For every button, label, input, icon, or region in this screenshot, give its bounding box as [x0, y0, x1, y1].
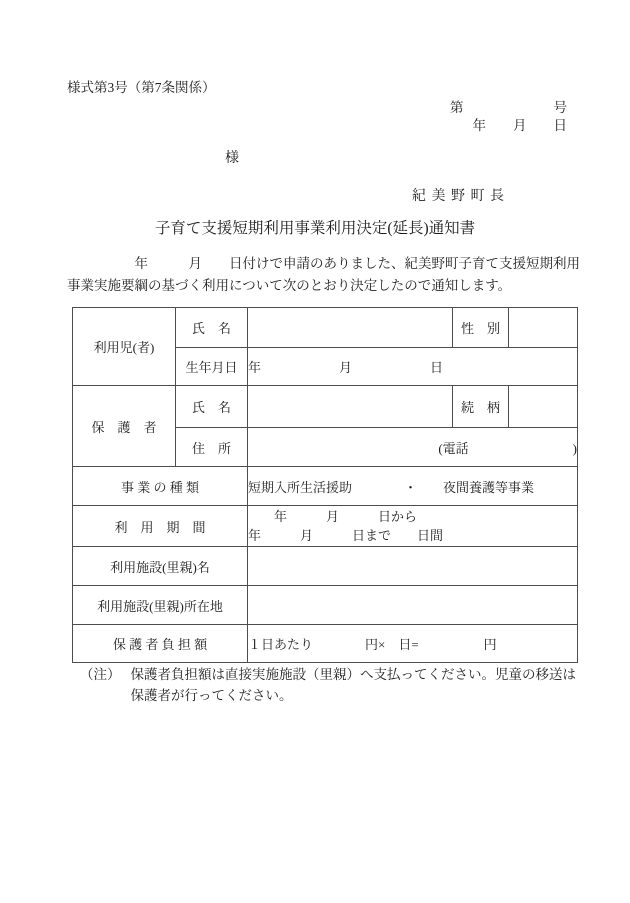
value-birthdate: 年 月 日	[248, 348, 578, 386]
label-use-period: 利 用 期 間	[73, 506, 248, 547]
label-address: 住 所	[176, 428, 248, 467]
value-sex-blank	[509, 308, 578, 348]
value-use-period	[248, 506, 578, 547]
issue-date-line: 年 月 日	[472, 118, 567, 133]
table-row-facility-name	[73, 547, 578, 586]
table-row-use-period	[73, 506, 578, 547]
value-guardian-burden: １日あたり 円× 日= 円	[248, 625, 578, 663]
value-address-phone: (電話 )	[248, 428, 578, 467]
label-sex: 性 別	[453, 308, 509, 348]
form-number-label: 様式第3号（第7条関係）	[67, 80, 216, 95]
section-label-guardian: 保 護 者	[73, 386, 176, 467]
table-row-facility-address	[73, 586, 578, 625]
value-facility-address-blank	[248, 586, 578, 625]
footnote-prefix: （注）	[80, 667, 121, 682]
body-paragraph	[67, 253, 579, 296]
body-line-1: 年 月 日付けで申請のありました、紀美野町子育て支援短期利用	[67, 256, 580, 271]
footnote-line-1: 保護者負担額は直接実施施設（里親）へ支払ってください。児童の移送は	[130, 667, 576, 682]
value-facility-name-blank	[248, 547, 578, 586]
value-relation-blank	[509, 386, 578, 428]
value-business-type: 短期入所生活援助 ・ 夜間養護等事業	[248, 467, 578, 506]
footnote-line-2: 保護者が行ってください。	[130, 688, 293, 703]
table-row-guardian-name	[73, 386, 578, 428]
sender-mayor-line: 紀 美 野 町 長	[412, 189, 505, 204]
use-period-line-1: 年 月 日から	[248, 509, 418, 524]
table-row-guardian-burden	[73, 625, 578, 663]
doc-number-prefix: 第	[450, 100, 464, 115]
label-user-name: 氏 名	[176, 308, 248, 348]
document-title: 子育て支援短期利用事業利用決定(延長)通知書	[154, 220, 476, 237]
label-guardian-burden: 保 護 者 負 担 額	[73, 625, 248, 663]
table-row-user-name	[73, 308, 578, 348]
label-birthdate: 生年月日	[176, 348, 248, 386]
label-facility-name: 利用施設(里親)名	[73, 547, 248, 586]
value-guardian-name-blank	[248, 386, 453, 428]
body-line-2: 事業実施要綱の基づく利用について次のとおり決定したので通知します。	[67, 277, 512, 293]
footnote-body	[131, 664, 577, 706]
footnote	[80, 664, 576, 706]
label-facility-address: 利用施設(里親)所在地	[73, 586, 248, 625]
use-period-line-2: 年 月 日まで 日間	[248, 528, 444, 543]
doc-number-line	[450, 96, 567, 116]
value-user-name-blank	[248, 308, 453, 348]
label-guardian-name: 氏 名	[176, 386, 248, 428]
section-label-user-child: 利用児(者)	[73, 308, 176, 386]
label-relation: 続 柄	[453, 386, 509, 428]
label-business-type: 事 業 の 種 類	[73, 467, 248, 506]
addressee-honorific: 様	[225, 151, 239, 166]
decision-table	[72, 307, 578, 663]
table-row-business-type	[73, 467, 578, 506]
doc-number-suffix: 号	[553, 100, 567, 115]
